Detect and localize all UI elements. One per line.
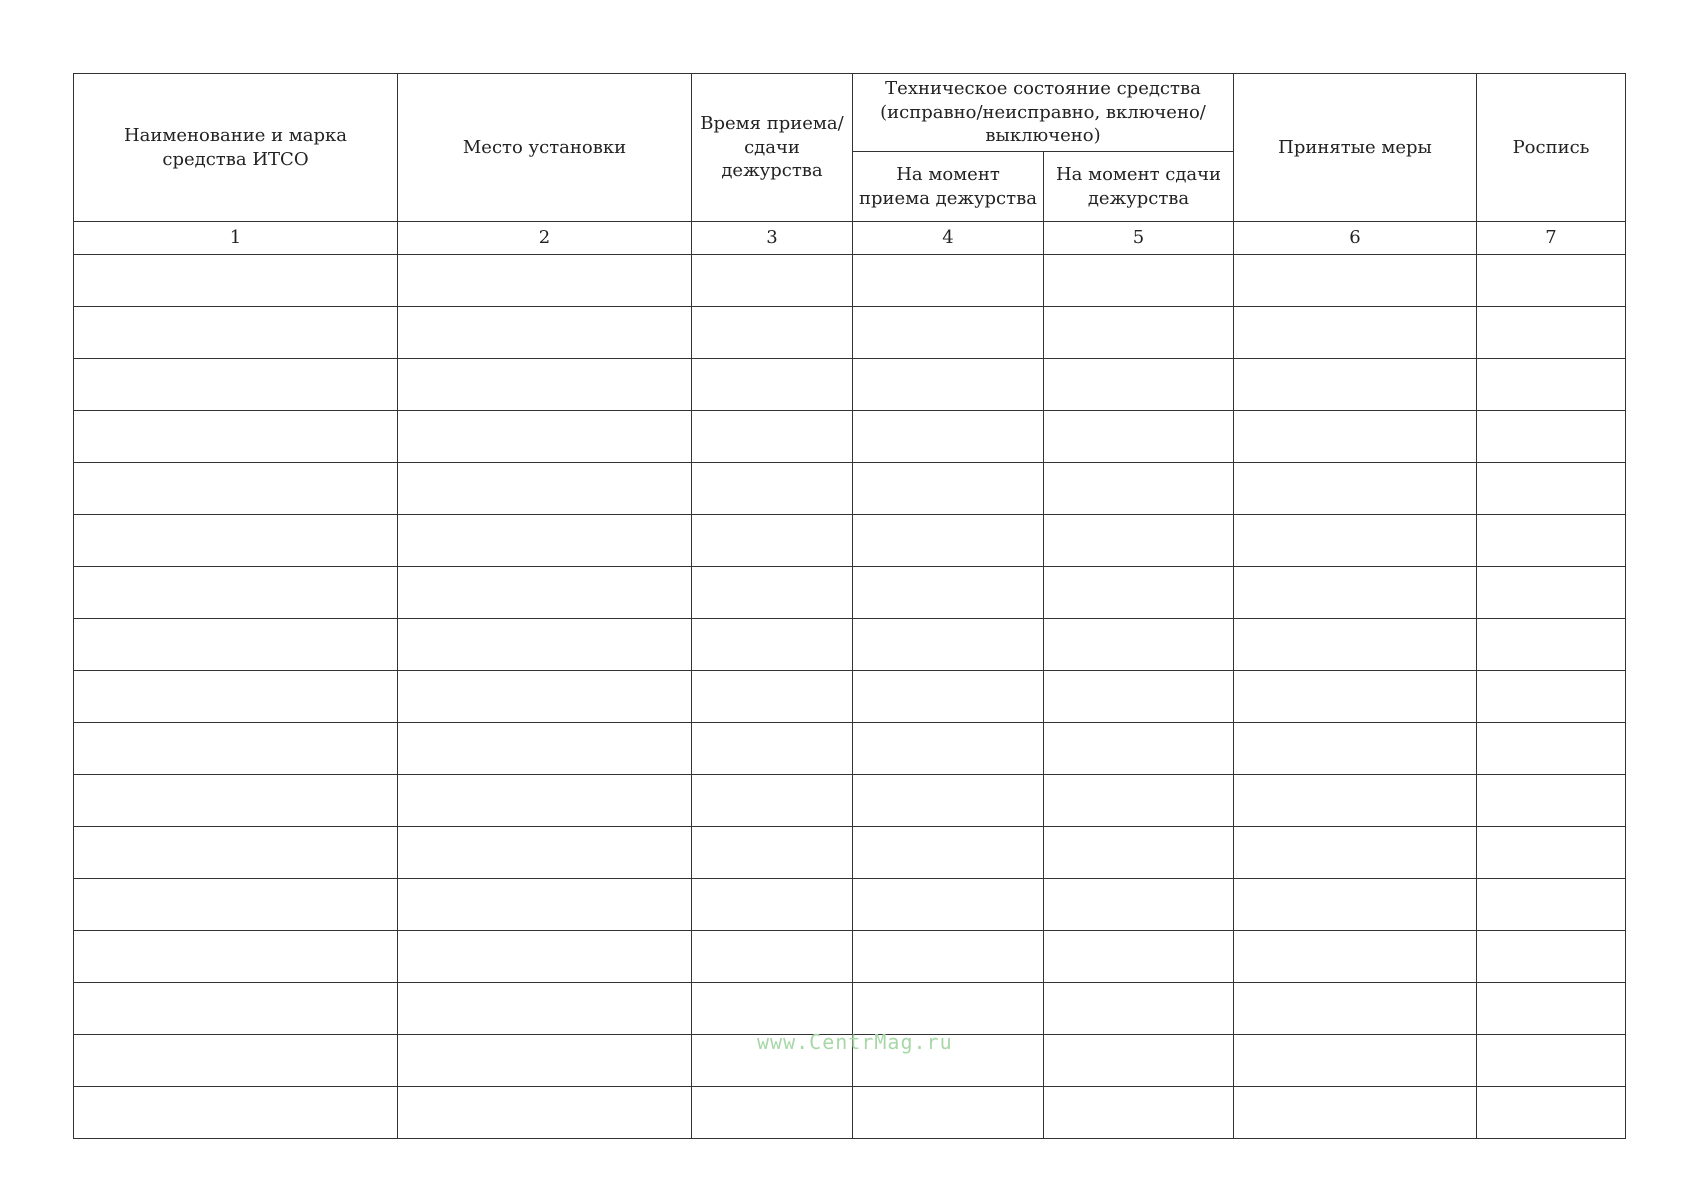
- table-cell: [1044, 1035, 1234, 1087]
- column-number: 2: [398, 222, 692, 255]
- table-cell: [1234, 1087, 1477, 1139]
- table-cell: [1234, 515, 1477, 567]
- table-cell: [1234, 671, 1477, 723]
- table-cell: [853, 255, 1044, 307]
- table-cell: [1234, 619, 1477, 671]
- table-cell: [1044, 827, 1234, 879]
- table-cell: [398, 931, 692, 983]
- table-cell: [1044, 411, 1234, 463]
- table-cell: [1044, 359, 1234, 411]
- table-cell: [398, 411, 692, 463]
- table-cell: [74, 983, 398, 1035]
- table-cell: [74, 463, 398, 515]
- table-cell: [1477, 879, 1626, 931]
- table-cell: [1234, 879, 1477, 931]
- table-cell: [1044, 931, 1234, 983]
- table-cell: [74, 619, 398, 671]
- table-cell: [692, 411, 853, 463]
- header-measures: Принятые меры: [1234, 74, 1477, 222]
- table-row: [74, 463, 1626, 515]
- table-row: [74, 931, 1626, 983]
- table-cell: [1234, 775, 1477, 827]
- table-cell: [692, 931, 853, 983]
- table-cell: [853, 931, 1044, 983]
- table-cell: [74, 411, 398, 463]
- table-cell: [74, 515, 398, 567]
- table-cell: [692, 255, 853, 307]
- table-row: [74, 1087, 1626, 1139]
- table-cell: [1044, 567, 1234, 619]
- table-cell: [1044, 775, 1234, 827]
- table-cell: [1044, 983, 1234, 1035]
- table-cell: [853, 411, 1044, 463]
- header-signature: Роспись: [1477, 74, 1626, 222]
- table-cell: [398, 723, 692, 775]
- table-cell: [74, 1087, 398, 1139]
- table-cell: [1477, 671, 1626, 723]
- table-cell: [398, 775, 692, 827]
- table-cell: [398, 567, 692, 619]
- table-cell: [398, 1087, 692, 1139]
- column-number-row: [74, 222, 1626, 255]
- table-cell: [1044, 671, 1234, 723]
- table-cell: [1234, 411, 1477, 463]
- table-cell: [1234, 463, 1477, 515]
- table-cell: [398, 307, 692, 359]
- table-cell: [1477, 983, 1626, 1035]
- table-body: [74, 222, 1626, 1139]
- table-cell: [1044, 723, 1234, 775]
- table-cell: [853, 515, 1044, 567]
- itso-log-table: [73, 73, 1626, 1139]
- table-cell: [692, 879, 853, 931]
- table-cell: [74, 879, 398, 931]
- table-cell: [853, 723, 1044, 775]
- table-row: [74, 671, 1626, 723]
- table-row: [74, 307, 1626, 359]
- table-cell: [853, 827, 1044, 879]
- table-cell: [74, 1035, 398, 1087]
- table-cell: [1477, 255, 1626, 307]
- table-cell: [692, 983, 853, 1035]
- table-cell: [853, 463, 1044, 515]
- table-cell: [1044, 463, 1234, 515]
- table-cell: [398, 1035, 692, 1087]
- table-cell: [692, 723, 853, 775]
- table-cell: [853, 567, 1044, 619]
- table-cell: [398, 515, 692, 567]
- table-cell: [853, 359, 1044, 411]
- table-cell: [692, 463, 853, 515]
- table-cell: [74, 931, 398, 983]
- table-cell: [692, 567, 853, 619]
- table-cell: [1234, 931, 1477, 983]
- table-cell: [1234, 567, 1477, 619]
- table-cell: [853, 671, 1044, 723]
- table-cell: [1477, 515, 1626, 567]
- table-cell: [1044, 515, 1234, 567]
- table-cell: [74, 567, 398, 619]
- table-cell: [692, 671, 853, 723]
- table-cell: [853, 983, 1044, 1035]
- table-row: [74, 775, 1626, 827]
- table-cell: [692, 1087, 853, 1139]
- table-cell: [1044, 1087, 1234, 1139]
- table-cell: [74, 723, 398, 775]
- table-row: [74, 619, 1626, 671]
- table-cell: [398, 255, 692, 307]
- table-cell: [1477, 775, 1626, 827]
- column-number: 5: [1044, 222, 1234, 255]
- table-cell: [398, 983, 692, 1035]
- table-row: [74, 515, 1626, 567]
- header-tech-state: Техническое состояние средства (исправно/неисправно, включено/выключено): [853, 74, 1234, 152]
- table-cell: [1044, 307, 1234, 359]
- watermark: www.CentrMag.ru: [757, 1030, 953, 1054]
- table-cell: [1234, 255, 1477, 307]
- table-cell: [74, 671, 398, 723]
- header-row-1: [74, 74, 1626, 152]
- table-cell: [74, 827, 398, 879]
- table-cell: [1477, 411, 1626, 463]
- table-cell: [1234, 359, 1477, 411]
- table-cell: [1044, 879, 1234, 931]
- table-row: [74, 827, 1626, 879]
- column-number: 4: [853, 222, 1044, 255]
- table-cell: [853, 775, 1044, 827]
- table-cell: [1234, 1035, 1477, 1087]
- table-cell: [398, 879, 692, 931]
- table-cell: [1234, 827, 1477, 879]
- table-row: [74, 723, 1626, 775]
- table-cell: [1477, 307, 1626, 359]
- table-cell: [398, 827, 692, 879]
- table-cell: [1477, 931, 1626, 983]
- column-number: 3: [692, 222, 853, 255]
- table-cell: [692, 359, 853, 411]
- table-cell: [1477, 619, 1626, 671]
- table-cell: [692, 307, 853, 359]
- header-time: Время приема/сдачи дежурства: [692, 74, 853, 222]
- table-cell: [853, 307, 1044, 359]
- table-cell: [692, 827, 853, 879]
- table-row: [74, 255, 1626, 307]
- table-cell: [398, 359, 692, 411]
- table-row: [74, 879, 1626, 931]
- table-cell: [1234, 983, 1477, 1035]
- table-cell: [692, 619, 853, 671]
- table-cell: [398, 619, 692, 671]
- table-cell: [692, 775, 853, 827]
- column-number: 1: [74, 222, 398, 255]
- table-cell: [853, 1087, 1044, 1139]
- table-cell: [74, 255, 398, 307]
- header-at-accept: На момент приема дежурства: [853, 152, 1044, 222]
- header-name: Наименование и марка средства ИТСО: [74, 74, 398, 222]
- table-cell: [1477, 1035, 1626, 1087]
- table-cell: [1234, 723, 1477, 775]
- table-cell: [1234, 307, 1477, 359]
- table-cell: [1477, 359, 1626, 411]
- column-number: 7: [1477, 222, 1626, 255]
- table-cell: [1477, 723, 1626, 775]
- header-at-handover: На момент сдачи дежурства: [1044, 152, 1234, 222]
- table-cell: [1477, 463, 1626, 515]
- table-cell: [1044, 255, 1234, 307]
- table-cell: [74, 307, 398, 359]
- table-cell: [398, 671, 692, 723]
- table-cell: [398, 463, 692, 515]
- table-row: [74, 411, 1626, 463]
- table-cell: [74, 359, 398, 411]
- table-cell: [74, 775, 398, 827]
- column-number: 6: [1234, 222, 1477, 255]
- table-cell: [1477, 827, 1626, 879]
- table-cell: [853, 619, 1044, 671]
- table-cell: [692, 515, 853, 567]
- table-cell: [853, 879, 1044, 931]
- table-row: [74, 359, 1626, 411]
- table-cell: [1477, 1087, 1626, 1139]
- header-location: Место установки: [398, 74, 692, 222]
- table-cell: [1477, 567, 1626, 619]
- table-row: [74, 567, 1626, 619]
- table-row: [74, 983, 1626, 1035]
- table-cell: [1044, 619, 1234, 671]
